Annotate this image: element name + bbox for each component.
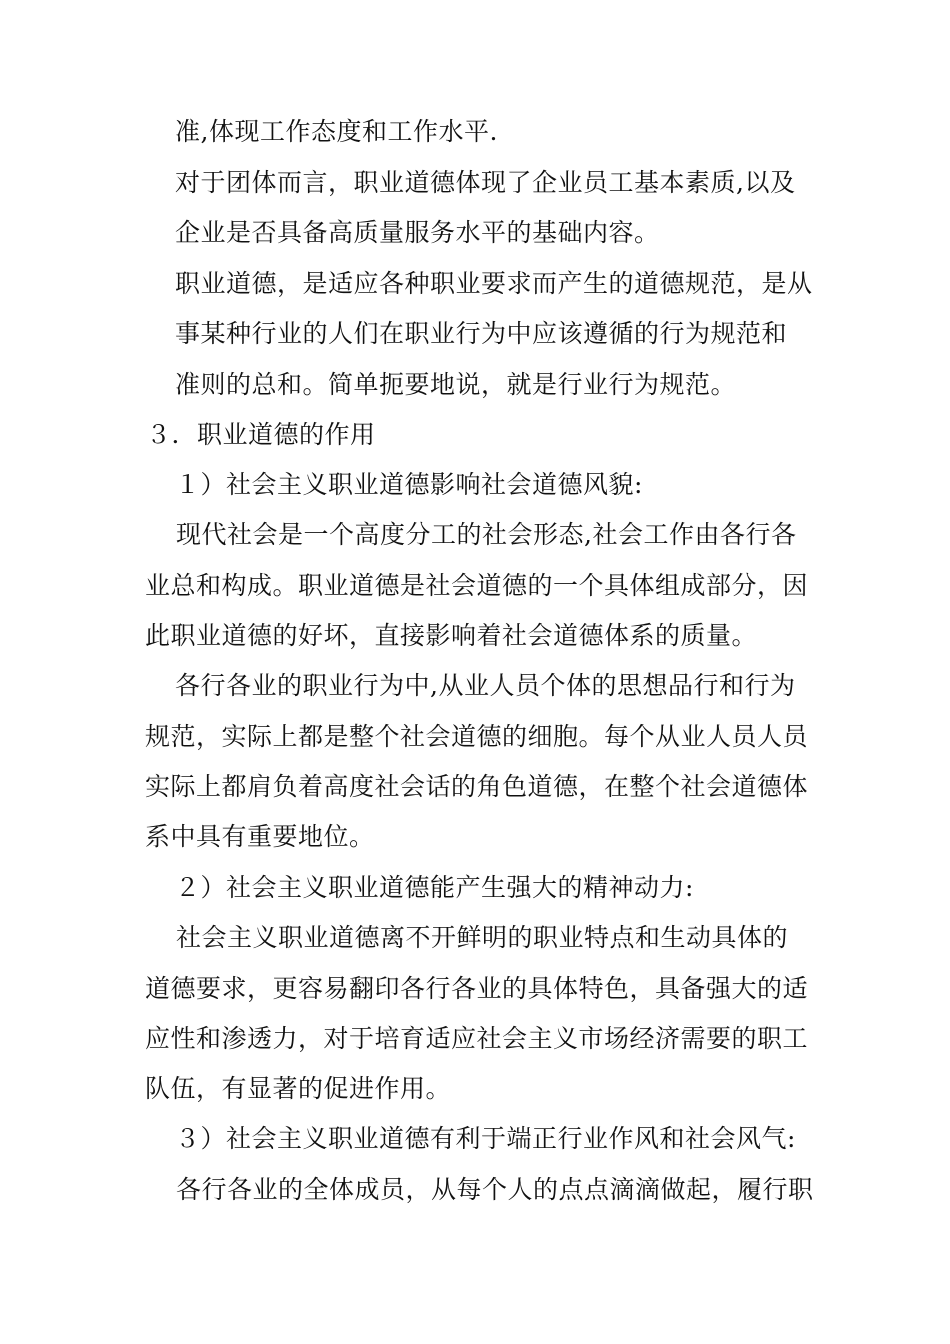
text-line: 社会主义职业道德离不开鲜明的职业特点和生动具体的 <box>176 923 789 952</box>
subsection-heading: １）社会主义职业道德影响社会道德风貌: <box>175 470 643 499</box>
text-line: 准则的总和。简单扼要地说，就是行业行为规范。 <box>175 370 737 399</box>
text-line: 各行各业的全体成员，从每个人的点点滴滴做起，履行职 <box>176 1175 814 1204</box>
text-line: 此职业道德的好坏，直接影响着社会道德体系的质量。 <box>145 621 758 650</box>
text-line: 道德要求，更容易翻印各行各业的具体特色，具备强大的适 <box>145 974 809 1003</box>
text-line: 应性和渗透力，对于培育适应社会主义市场经济需要的职工 <box>145 1024 809 1053</box>
text-line: 职业道德，是适应各种职业要求而产生的道德规范，是从 <box>175 269 813 298</box>
text-line: 对于团体而言，职业道德体现了企业员工基本素质,以及 <box>175 168 796 197</box>
section-heading: ３．职业道德的作用 <box>146 420 376 449</box>
text-line: 各行各业的职业行为中,从业人员个体的思想品行和行为 <box>175 671 796 700</box>
text-line: 规范，实际上都是整个社会道德的细胞。每个从业人员人员 <box>145 722 809 751</box>
text-line: 系中具有重要地位。 <box>145 822 375 851</box>
text-line: 事某种行业的人们在职业行为中应该遵循的行为规范和 <box>175 319 788 348</box>
text-line: 企业是否具备高质量服务水平的基础内容。 <box>175 218 660 247</box>
text-line: 现代社会是一个高度分工的社会形态,社会工作由各行各 <box>176 520 797 549</box>
text-line: 业总和构成。职业道德是社会道德的一个具体组成部分，因 <box>145 571 809 600</box>
text-line: 准,体现工作态度和工作水平. <box>175 117 498 146</box>
subsection-heading: ２）社会主义职业道德能产生强大的精神动力: <box>175 873 694 902</box>
text-line: 队伍，有显著的促进作用。 <box>145 1074 452 1103</box>
text-line: 实际上都肩负着高度社会话的角色道德，在整个社会道德体 <box>145 772 809 801</box>
subsection-heading: ３）社会主义职业道德有利于端正行业作风和社会风气: <box>175 1124 796 1153</box>
